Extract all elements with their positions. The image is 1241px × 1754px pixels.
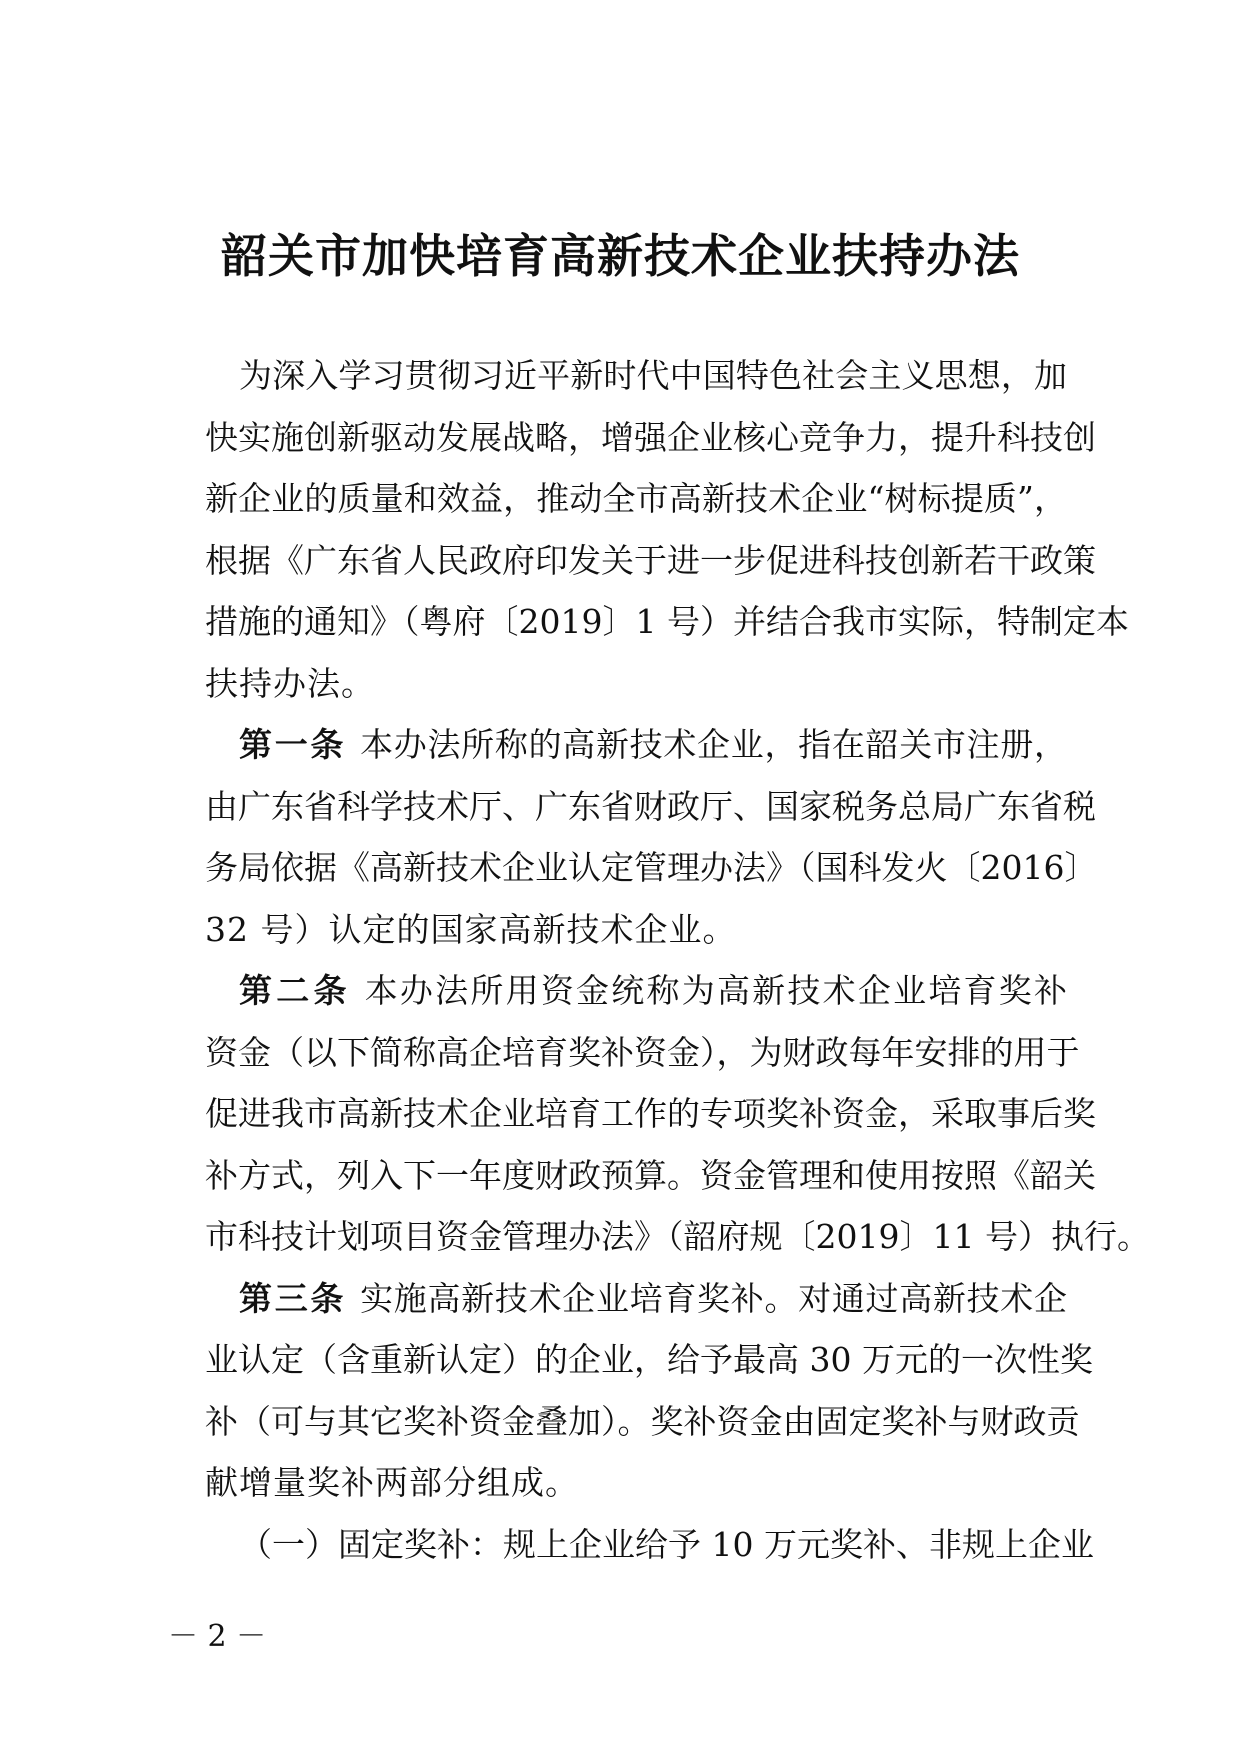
article-3-line: 补（可与其它奖补资金叠加）。奖补资金由固定奖补与财政贡 [205,1401,1080,1441]
article-3-line: 业认定（含重新认定）的企业，给予最高 30 万元的一次性奖 [205,1340,1093,1379]
intro-line: 新企业的质量和效益，推动全市高新技术企业“树标提质”， [205,479,1067,518]
intro-line: 为深入学习贯彻习近平新时代中国特色社会主义思想，加 [239,356,1067,395]
article-1-text: 本办法所称的高新技术企业，指在韶关市注册， [360,725,1068,764]
article-2-line: 资金（以下简称高企培育奖补资金），为财政每年安排的用于 [205,1032,1080,1072]
article-3-text: 实施高新技术企业培育奖补。对通过高新技术企 [360,1278,1068,1318]
article-2-line: 补方式，列入下一年度财政预算。资金管理和使用按照《韶关 [205,1155,1096,1195]
article-1-line: 务局依据《高新技术企业认定管理办法》（国科发火〔2016〕 [205,848,1098,887]
clause-1-line: （一）固定奖补：规上企业给予 10 万元奖补、非规上企业 [239,1524,1094,1564]
intro-line: 快实施创新驱动发展战略，增强企业核心竞争力，提升科技创 [205,417,1096,457]
article-1-first-line [205,714,1067,776]
document-title: 韶关市加快培育高新技术企业扶持办法 [221,229,1020,283]
article-2-label: 第二条 [239,971,351,1010]
article-2-first-line [205,960,1067,1022]
article-3-label: 第三条 [239,1278,347,1318]
intro-line: 扶持办法。 [205,663,375,703]
article-2-line: 促进我市高新技术企业培育工作的专项奖补资金，采取事后奖 [205,1094,1096,1133]
article-1-label: 第一条 [239,725,347,764]
article-1-line: 32 号）认定的国家高新技术企业。 [205,909,737,949]
article-2-text: 本办法所用资金统称为高新技术企业培育奖补 [364,971,1068,1010]
article-2-line: 市科技计划项目资金管理办法》（韶府规〔2019〕11 号）执行。 [205,1217,1150,1256]
intro-line: 根据《广东省人民政府印发关于进一步促进科技创新若干政策 [205,540,1096,580]
article-1-line: 由广东省科学技术厅、广东省财政厅、国家税务总局广东省税 [205,786,1096,826]
article-3-first-line [205,1268,1067,1330]
article-3-line: 献增量奖补两部分组成。 [205,1463,579,1502]
intro-line: 措施的通知》（粤府〔2019〕1 号）并结合我市实际，特制定本 [205,602,1129,641]
document-body [205,345,1150,1575]
page-number: － 2 － [168,1619,267,1654]
